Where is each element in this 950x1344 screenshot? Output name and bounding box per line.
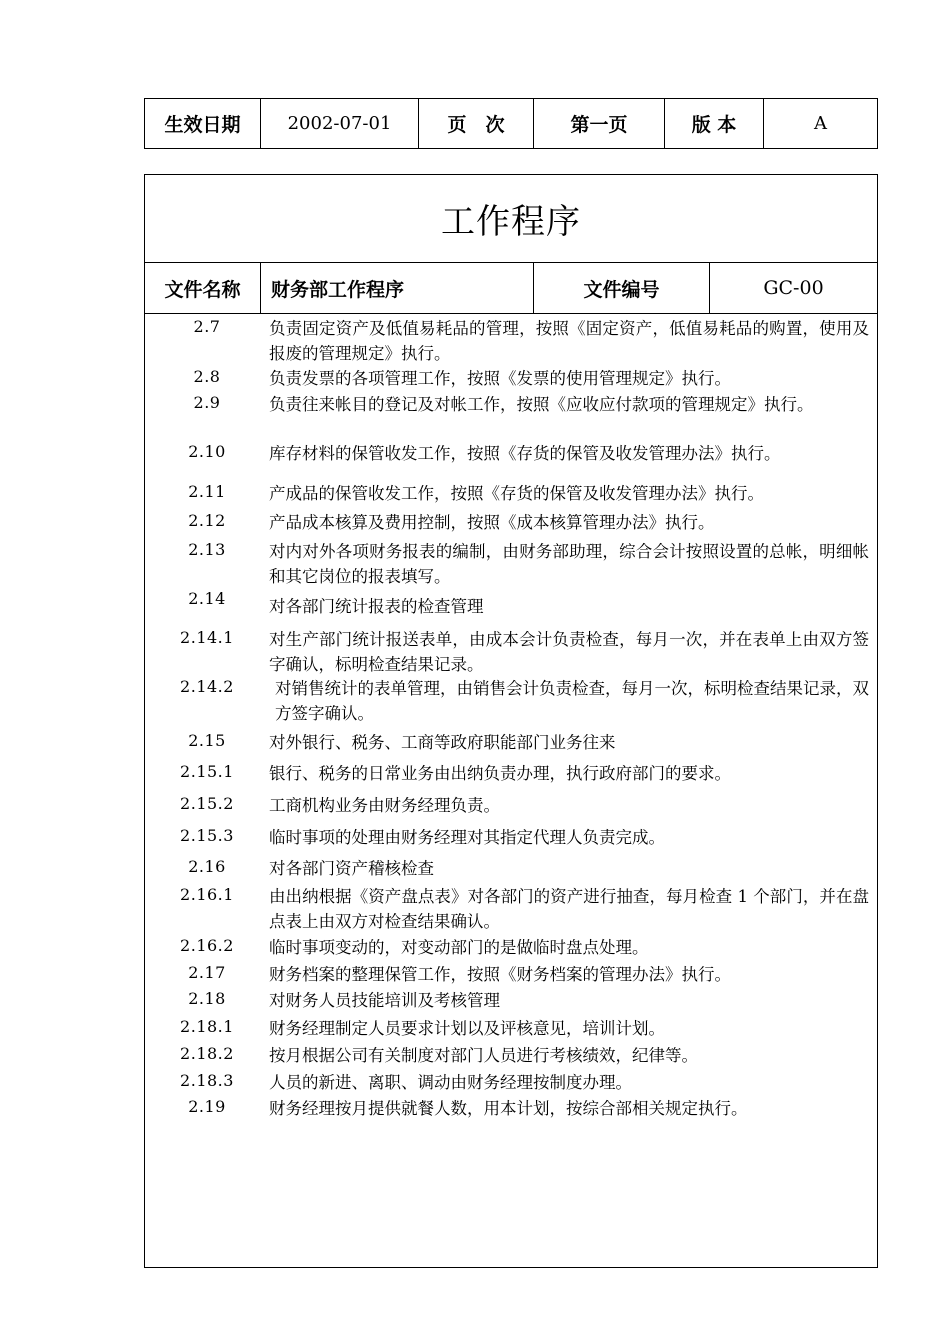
file-no-value: GC-00: [763, 277, 824, 299]
item-number: 2.12: [188, 511, 226, 530]
item-text: 按月根据公司有关制度对部门人员进行考核绩效，纪律等。: [269, 1046, 698, 1065]
item-number: 2.18.2: [180, 1044, 234, 1063]
page-value: 第一页: [534, 99, 665, 148]
item-text: 财务经理按月提供就餐人数，用本计划，按综合部相关规定执行。: [269, 1099, 748, 1118]
page-label: 页 次: [419, 99, 534, 148]
file-name-label: 文件名称: [145, 263, 261, 313]
item-text: 财务档案的整理保管工作，按照《财务档案的管理办法》执行。: [269, 965, 731, 984]
item-number: 2.15.2: [180, 794, 234, 813]
item-text: 临时事项的处理由财务经理对其指定代理人负责完成。: [269, 828, 665, 847]
item-text: 由出纳根据《资产盘点表》对各部门的资产进行抽查，每月检查 1 个部门，并在盘点表上由双方对检查结果确认。: [269, 887, 869, 931]
item-text: 对生产部门统计报送表单，由成本会计负责检查，每月一次，并在表单上由双方签字确认，标明检查结果记录。: [269, 630, 869, 674]
item-number: 2.15.1: [180, 762, 234, 781]
item-number: 2.9: [193, 393, 221, 412]
item-number: 2.7: [193, 317, 221, 336]
item-number: 2.15: [188, 731, 226, 750]
item-number: 2.18: [188, 989, 226, 1008]
item-number: 2.10: [188, 442, 226, 461]
version-label: 版 本: [665, 99, 764, 148]
effective-date-label: 生效日期: [145, 99, 261, 148]
file-no-label: 文件编号: [534, 263, 710, 313]
item-number: 2.16.2: [180, 936, 234, 955]
file-info-row: [145, 263, 877, 314]
item-text: 工商机构业务由财务经理负责。: [269, 796, 500, 815]
version-value: A: [814, 113, 827, 134]
item-number: 2.8: [193, 367, 221, 386]
effective-date-value: 2002-07-01: [261, 99, 419, 148]
item-text: 负责发票的各项管理工作，按照《发票的使用管理规定》执行。: [269, 369, 731, 388]
item-text: 临时事项变动的，对变动部门的是做临时盘点处理。: [269, 938, 649, 957]
page-title: 工作程序: [441, 202, 581, 242]
item-text: 对财务人员技能培训及考核管理: [269, 991, 500, 1010]
item-number: 2.18.1: [180, 1017, 234, 1036]
item-number: 2.14: [188, 589, 226, 608]
item-number: 2.13: [188, 540, 226, 559]
item-text: 银行、税务的日常业务由出纳负责办理，执行政府部门的要求。: [269, 764, 731, 783]
item-number: 2.15.3: [180, 826, 234, 845]
item-text: 对各部门统计报表的检查管理: [269, 597, 484, 616]
item-number: 2.16: [188, 857, 226, 876]
item-text: 产成品的保管收发工作，按照《存货的保管及收发管理办法》执行。: [269, 484, 764, 503]
item-text: 负责固定资产及低值易耗品的管理，按照《固定资产，低值易耗品的购置，使用及报废的管理规定》执行。: [269, 319, 869, 363]
item-text: 对外银行、税务、工商等政府职能部门业务往来: [269, 733, 616, 752]
header-info-table: [144, 98, 878, 149]
item-number: 2.18.3: [180, 1071, 234, 1090]
item-number: 2.19: [188, 1097, 226, 1116]
item-text: 库存材料的保管收发工作，按照《存货的保管及收发管理办法》执行。: [269, 444, 781, 463]
item-text: 人员的新进、离职、调动由财务经理按制度办理。: [269, 1073, 632, 1092]
item-text: 产品成本核算及费用控制，按照《成本核算管理办法》执行。: [269, 513, 715, 532]
item-text: 对各部门资产稽核检查: [269, 859, 434, 878]
item-number: 2.16.1: [180, 885, 234, 904]
item-text: 负责往来帐目的登记及对帐工作，按照《应收应付款项的管理规定》执行。: [269, 395, 814, 414]
title-row: [145, 175, 877, 263]
item-text: 财务经理制定人员要求计划以及评核意见，培训计划。: [269, 1019, 665, 1038]
item-number: 2.11: [188, 482, 226, 501]
procedure-frame: [144, 174, 878, 1268]
item-number: 2.17: [188, 963, 226, 982]
file-name-value: 财务部工作程序: [261, 263, 534, 313]
item-number: 2.14.1: [180, 628, 234, 647]
item-text: 对内对外各项财务报表的编制，由财务部助理，综合会计按照设置的总帐，明细帐和其它岗位的报表填写。: [269, 542, 869, 586]
item-number: 2.14.2: [180, 677, 234, 696]
item-text: 对销售统计的表单管理，由销售会计负责检查，每月一次，标明检查结果记录，双方签字确认。: [275, 679, 869, 723]
